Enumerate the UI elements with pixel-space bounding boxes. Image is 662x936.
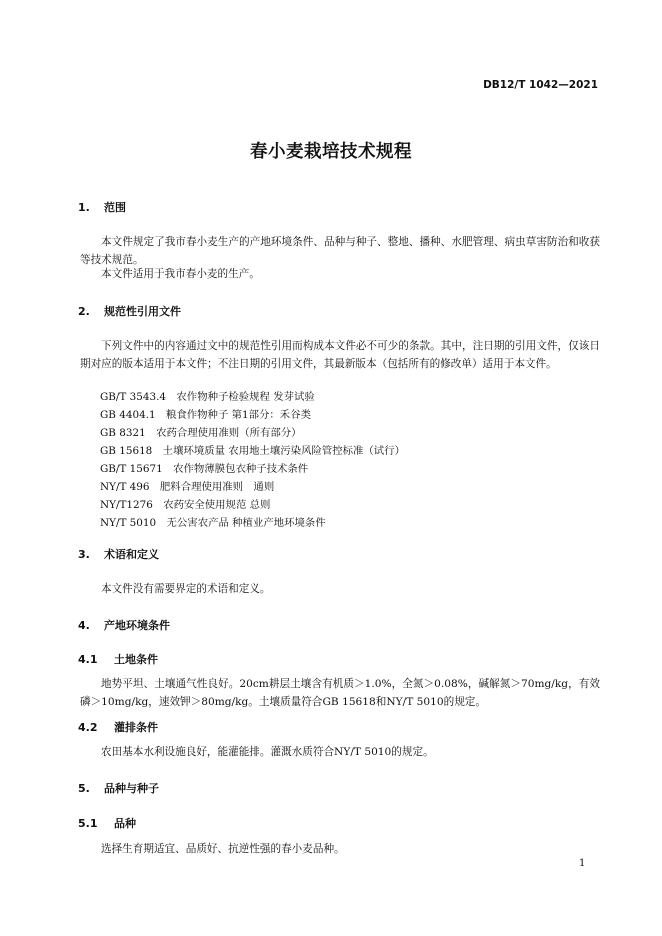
section-heading-3 — [78, 546, 159, 562]
section-title: 规范性引用文件 — [104, 305, 181, 318]
subsection-title: 灌排条件 — [114, 721, 158, 734]
section-number: 2. — [78, 305, 90, 318]
document-code: DB12/T 1042—2021 — [483, 79, 598, 91]
reference-item: GB 15618 土壤环境质量 农用地土壤污染风险管控标准（试行） — [100, 445, 405, 457]
paragraph: 下列文件中的内容通过文中的规范性引用而构成本文件必不可少的条款。其中，注日期的引用文件，仅该日期对应的版本适用于本文件；不注日期的引用文件，其最新版本（包括所有的修改单）适用于本文件。 — [80, 340, 600, 370]
reference-item: GB/T 3543.4 农作物种子检验规程 发芽试验 — [100, 391, 315, 403]
reference-item: GB 4404.1 粮食作物种子 第1部分：禾谷类 — [100, 409, 311, 421]
reference-item: GB 8321 农药合理使用准则（所有部分） — [100, 427, 302, 439]
section-number: 4. — [78, 619, 90, 632]
subsection-number: 4.1 — [78, 653, 98, 666]
section-number: 5. — [78, 782, 90, 795]
section-title: 产地环境条件 — [104, 619, 170, 632]
subsection-title: 土地条件 — [114, 653, 158, 666]
page-title: 春小麦栽培技术规程 — [250, 142, 412, 162]
subsection-number: 4.2 — [78, 721, 98, 734]
subsection-title: 品种 — [114, 817, 136, 830]
subsection-heading-4-2 — [78, 719, 158, 735]
paragraph: 地势平坦、土壤通气性良好。20cm耕层土壤含有机质＞1.0%，全氮＞0.08%，碱解氮＞70mg/kg，有效磷＞10mg/kg，速效钾＞80mg/kg。土壤质量符合GB 15618和NY/T 5010的规定。 — [80, 678, 600, 708]
paragraph: 农田基本水利设施良好，能灌能排。灌溉水质符合NY/T 5010的规定。 — [101, 746, 434, 758]
subsection-heading-5-1 — [78, 815, 136, 831]
section-heading-2 — [78, 303, 181, 319]
reference-item: NY/T 496 肥料合理使用准则 通则 — [100, 481, 275, 493]
paragraph: 本文件适用于我市春小麦的生产。 — [101, 268, 260, 280]
subsection-number: 5.1 — [78, 817, 98, 830]
section-heading-4 — [78, 617, 170, 633]
page-number: 1 — [579, 858, 586, 869]
reference-item: NY/T1276 农药安全使用规范 总则 — [100, 499, 271, 511]
section-heading-1 — [78, 199, 126, 215]
reference-item: GB/T 15671 农作物薄膜包衣种子技术条件 — [100, 463, 309, 475]
reference-item: NY/T 5010 无公害农产品 种植业产地环境条件 — [100, 517, 326, 529]
section-number: 1. — [78, 201, 90, 214]
paragraph: 本文件没有需要界定的术语和定义。 — [101, 583, 271, 595]
paragraph: 选择生育期适宜、品质好、抗逆性强的春小麦品种。 — [101, 843, 345, 855]
section-number: 3. — [78, 548, 90, 561]
section-heading-5 — [78, 780, 159, 796]
subsection-heading-4-1 — [78, 651, 158, 667]
paragraph: 本文件规定了我市春小麦生产的产地环境条件、品种与种子、整地、播种、水肥管理、病虫草害防治和收获等技术规范。 — [80, 236, 600, 266]
section-title: 品种与种子 — [104, 782, 159, 795]
section-title: 术语和定义 — [104, 548, 159, 561]
section-title: 范围 — [104, 201, 126, 214]
